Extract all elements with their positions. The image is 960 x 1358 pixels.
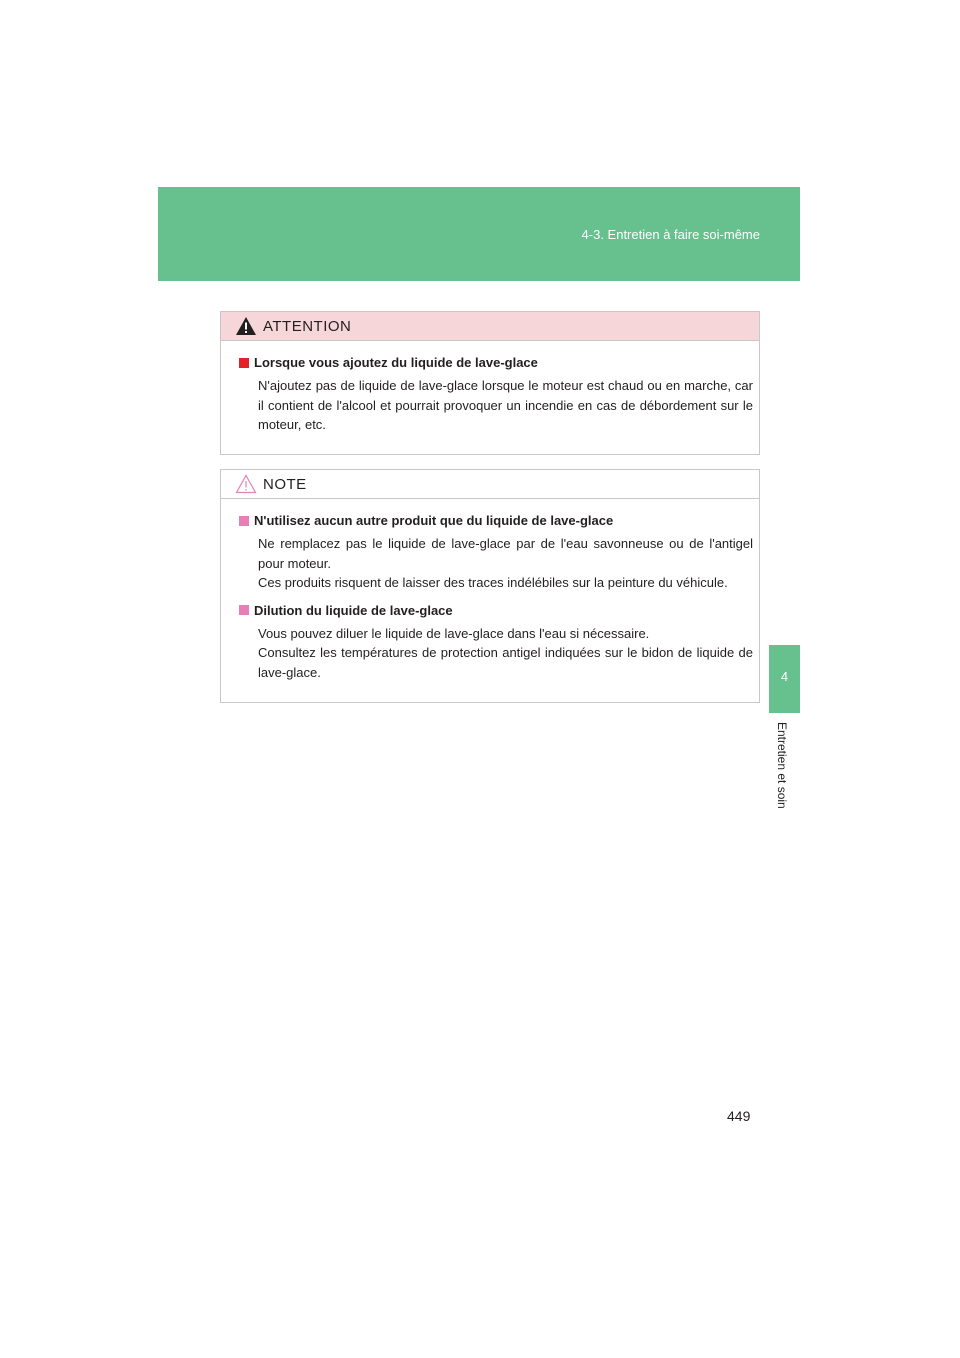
square-bullet-icon <box>239 516 249 526</box>
note-label: NOTE <box>263 475 307 493</box>
chapter-number: 4 <box>780 669 789 684</box>
note-item-title: Dilution du liquide de lave-glace <box>254 602 453 618</box>
attention-item-text: N'ajoutez pas de liquide de lave-glace lorsque le moteur est chaud ou en marche, car il contient de l'alcool et pourrait provoquer un incendie en cas de débordement sur le moteur, etc. <box>258 378 753 432</box>
attention-item <box>239 355 753 435</box>
note-item <box>239 513 753 593</box>
attention-item-title: Lorsque vous ajoutez du liquide de lave-glace <box>254 355 538 370</box>
note-item-text: Consultez les températures de protection antigel indiquées sur le bidon de liquide de lave-glace. <box>258 645 753 680</box>
chapter-tab <box>769 645 800 713</box>
attention-header <box>221 312 759 341</box>
square-bullet-icon <box>239 605 249 615</box>
caution-triangle-icon <box>235 474 257 494</box>
attention-label: ATTENTION <box>263 317 352 335</box>
attention-box <box>220 311 760 455</box>
chapter-label: Entretien et soin <box>775 722 789 809</box>
note-box <box>220 469 760 703</box>
note-item-text: Ces produits risquent de laisser des traces indélébiles sur la peinture du véhicule. <box>258 575 728 590</box>
note-header <box>221 470 759 499</box>
warning-triangle-icon <box>235 316 257 336</box>
section-title: 4-3. Entretien à faire soi-même <box>581 227 760 242</box>
square-bullet-icon <box>239 358 249 368</box>
note-item-title: N'utilisez aucun autre produit que du liquide de lave-glace <box>254 513 614 528</box>
note-item-text: Vous pouvez diluer le liquide de lave-glace dans l'eau si nécessaire. <box>258 625 650 641</box>
page-number: 449 <box>727 1108 751 1124</box>
note-item <box>239 603 753 683</box>
note-item-text: Ne remplacez pas le liquide de lave-glace par de l'eau savonneuse ou de l'antigel pour moteur. <box>258 536 753 571</box>
header-band <box>158 187 800 281</box>
